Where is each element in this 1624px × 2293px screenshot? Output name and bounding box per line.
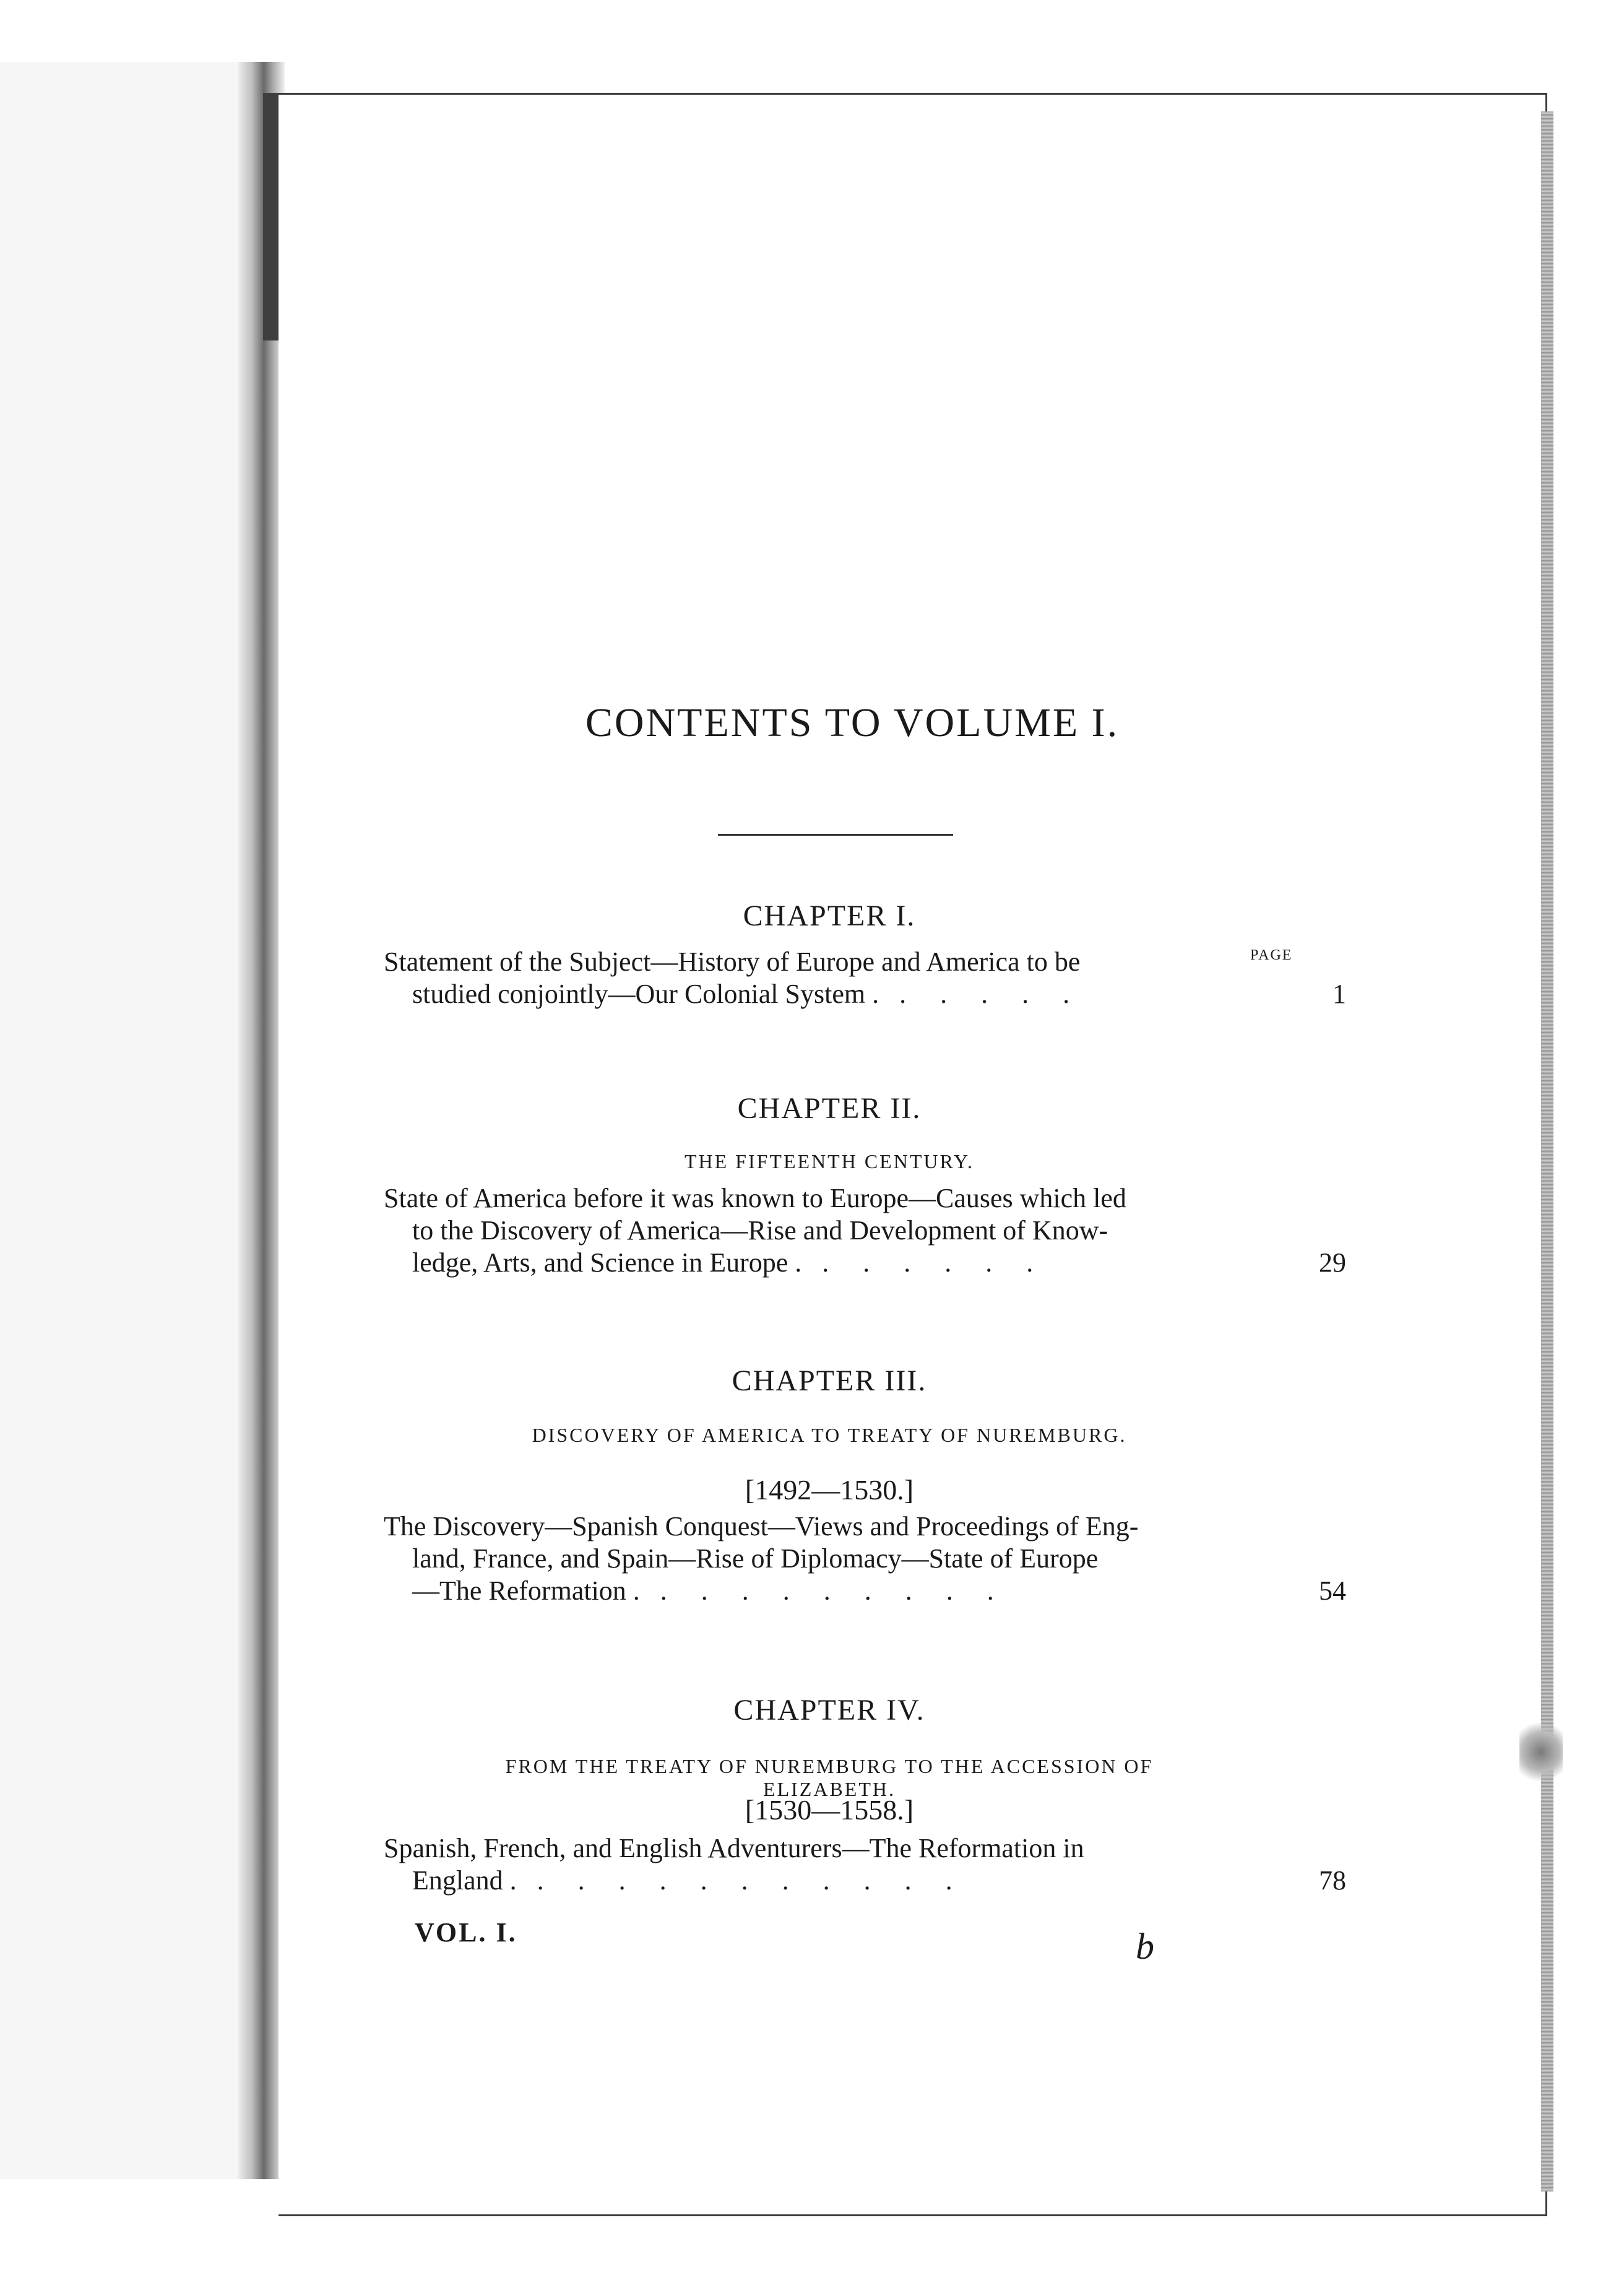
page-number: 29 — [1319, 1247, 1346, 1278]
page-number: 1 — [1332, 979, 1346, 1009]
book-gutter — [238, 62, 285, 2179]
chapter-subtitle: FROM THE TREATY OF NUREMBURG TO THE ACCESSION OF ELIZABETH. — [505, 1755, 1154, 1800]
summary-line: Spanish, French, and English Adventurers—The Reformation in — [384, 1833, 1084, 1863]
chapter-summary — [384, 1832, 1346, 1897]
chapter-dates: [1530—1558.] — [745, 1794, 914, 1826]
summary-line: —The Reformation . . . . . . . . . . — [412, 1576, 994, 1606]
chapter-subtitle: THE FIFTEENTH CENTURY. — [684, 1150, 975, 1173]
summary-line: studied conjointly—Our Colonial System . . . . . . — [412, 979, 1070, 1009]
title-rule — [718, 834, 953, 836]
paper-damage — [1519, 1715, 1563, 1789]
chapter-heading: CHAPTER II. — [737, 1092, 922, 1125]
chapter-heading: CHAPTER III. — [732, 1364, 927, 1397]
page-number: 78 — [1319, 1865, 1346, 1896]
summary-line: Statement of the Subject—History of Europe and America to be — [384, 947, 1081, 977]
chapter-heading: CHAPTER I. — [743, 899, 916, 932]
chapter-subtitle: DISCOVERY OF AMERICA TO TREATY OF NUREMBURG. — [532, 1424, 1127, 1446]
chapter-heading: CHAPTER IV. — [733, 1694, 925, 1727]
chapter-summary — [384, 1182, 1346, 1279]
signature-mark: b — [1136, 1926, 1154, 1967]
summary-line: State of America before it was known to Europe—Causes which led — [384, 1183, 1126, 1213]
chapter-dates: [1492—1530.] — [745, 1474, 914, 1506]
page-number: 54 — [1319, 1576, 1346, 1606]
volume-footer: VOL. I. — [415, 1917, 517, 1948]
page-column-label: PAGE — [1250, 947, 1293, 963]
chapter-summary — [384, 1511, 1346, 1607]
page-title: CONTENTS TO VOLUME I. — [585, 700, 1120, 745]
summary-line: ledge, Arts, and Science in Europe . . . . . . . — [412, 1247, 1034, 1278]
summary-line: The Discovery—Spanish Conquest—Views and Proceedings of Eng- — [384, 1511, 1139, 1541]
gutter-shadow — [263, 93, 280, 340]
summary-line: England . . . . . . . . . . . . — [412, 1865, 952, 1896]
summary-line: to the Discovery of America—Rise and Development of Know- — [412, 1215, 1108, 1246]
left-page — [0, 62, 254, 2179]
chapter-summary — [384, 946, 1346, 1010]
page-edge — [1541, 111, 1553, 2191]
summary-line: land, France, and Spain—Rise of Diplomacy—State of Europe — [412, 1543, 1099, 1574]
